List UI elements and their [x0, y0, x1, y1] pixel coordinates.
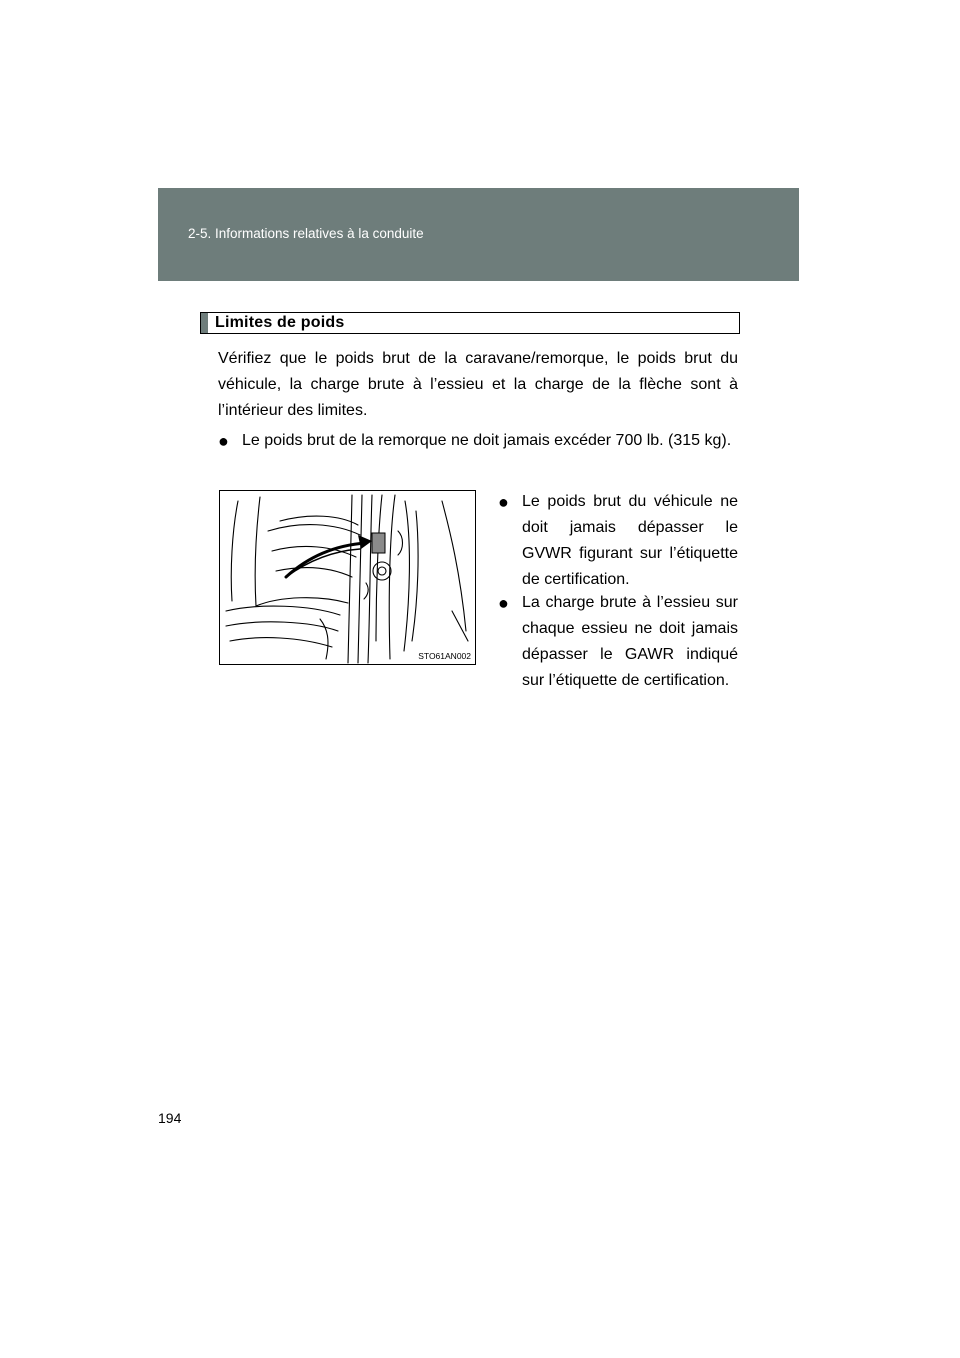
- bullet-icon: ●: [498, 593, 509, 613]
- bullet-text-3: La charge brute à l’essieu sur chaque essieu ne doit jamais dépasser le GAWR indiqué sur l’étiquette de certification.: [522, 594, 738, 689]
- bullet-icon: ●: [218, 431, 229, 451]
- heading-accent: [201, 313, 208, 333]
- figure-door-pillar: [219, 490, 476, 665]
- heading-title: Limites de poids: [215, 314, 345, 331]
- heading-box: [200, 312, 740, 334]
- section-title: 2-5. Informations relatives à la conduite: [188, 226, 424, 241]
- figure-code: STO61AN002: [418, 651, 471, 661]
- bullet-item-1: [218, 428, 738, 454]
- bullet-text-2: Le poids brut du véhicule ne doit jamais dépasser le GVWR figurant sur l’étiquette de certification.: [522, 493, 738, 588]
- intro-paragraph: Vérifiez que le poids brut de la caravane/remorque, le poids brut du véhicule, la charge brute à l’essieu et la charge de la flèche sont à l’intérieur des limites.: [218, 350, 738, 419]
- bullet-text-1: Le poids brut de la remorque ne doit jamais excéder 700 lb. (315 kg).: [242, 432, 732, 449]
- bullet-icon: ●: [498, 492, 509, 512]
- page-number: 194: [158, 1110, 182, 1126]
- bullet-item-3: [498, 590, 738, 694]
- bullet-item-2: [498, 489, 738, 593]
- header-band: [158, 188, 799, 281]
- door-pillar-label-illustration-icon: [220, 491, 477, 666]
